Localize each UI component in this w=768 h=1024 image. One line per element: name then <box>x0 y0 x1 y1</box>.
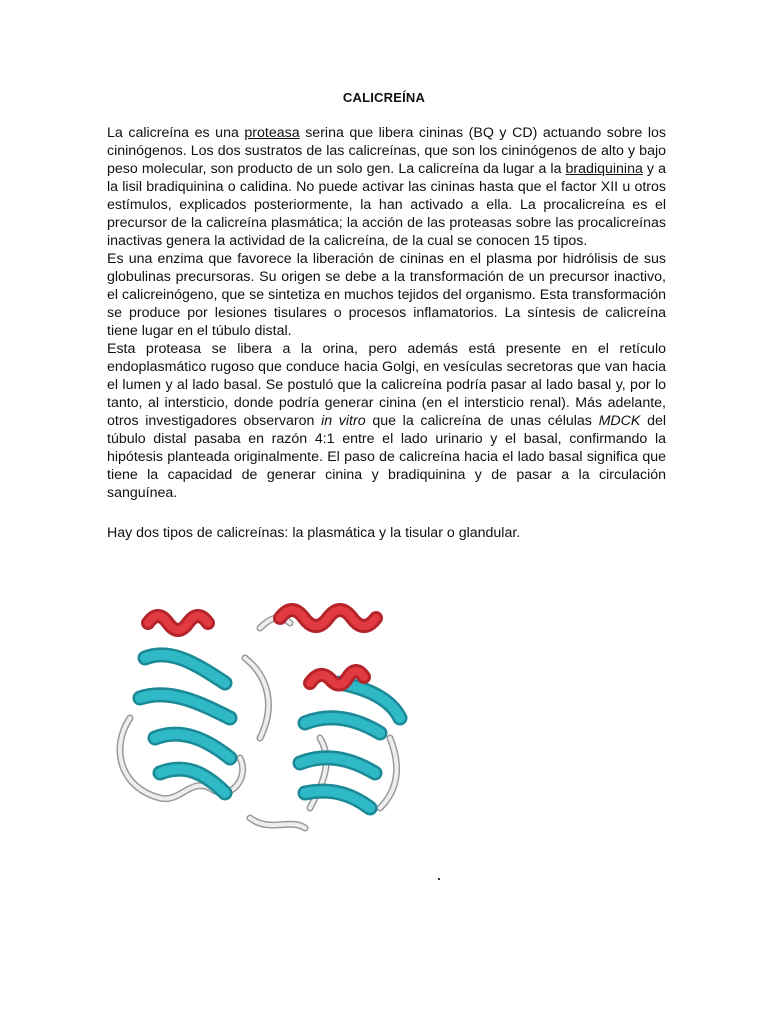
paragraph-2: Es una enzima que favorece la liberación de cininas en el plasma por hidrólisis de sus globulinas precursoras. Su origen se debe a la transformación de un precursor inactivo, el calicreinógeno, que se sintetiza en muchos tejidos del organismo. Esta transformación se produce por lesiones tisulares o procesos inflamatorios. La síntesis de calicreína tiene lugar en el túbulo distal. <box>107 251 666 339</box>
paragraph-3 <box>107 340 666 502</box>
paragraph-3-text-a: Esta proteasa se libera a la orina, pero además está presente en el retículo endoplasmático rugoso que conduce hacia Golgi, en vesículas secretoras que van hacia el lumen y al lado basal. Se postuló que la calicreína podría pasar al lado basal y, por lo tanto, al intersticio, donde podría generar cinina (en el intersticio renal). Más adelante, otros investigadores observaron <box>107 341 666 429</box>
paragraph-3-text-b: que la calicreína de unas células <box>365 413 599 429</box>
paragraph-1 <box>107 124 666 250</box>
paragraph-3-text-c: del túbulo distal pasaba en razón 4:1 entre el lado urinario y el basal, confirmando la hipótesis planteada originalmente. El paso de calicreína hacia el lado basal significa que tiene la capacidad de generar cinina y bradiquinina y de pasar a la circulación sanguínea. <box>107 413 666 501</box>
italic-mdck: MDCK <box>598 413 641 429</box>
italic-in-vitro: in vitro <box>321 413 366 429</box>
closing-paragraph: Hay dos tipos de calicreínas: la plasmática y la tisular o glandular. <box>107 525 521 541</box>
link-bradiquinina[interactable]: bradiquinina <box>565 161 643 177</box>
paragraph-1-text-b: serina que libera cininas (BQ y CD) actuando sobre los cininógenos. Los dos sustratos de las calicreínas, que son los cininógenos de alto y bajo peso molecular, son producto de un solo gen. La calicreína da lugar a la <box>107 125 666 177</box>
stray-dot <box>438 878 440 880</box>
paragraph-1-text-a: La calicreína es una <box>107 125 245 141</box>
page-title: CALICREÍNA <box>342 90 426 105</box>
document-body <box>107 124 666 502</box>
link-proteasa[interactable]: proteasa <box>244 125 300 141</box>
paragraph-1-text-c: y a la lisil bradiquinina o calidina. No puede activar las cininas hasta que el factor XII u otros estímulos, explicados posteriormente, la han activado a ella. La procalicreína es el precursor de la calicreína plasmática; la acción de las proteasas sobre las procalicreínas inactivas genera la actividad de la calicreína, de la cual se conocen 15 tipos. <box>107 161 666 249</box>
protein-ribbon-image <box>100 588 440 848</box>
